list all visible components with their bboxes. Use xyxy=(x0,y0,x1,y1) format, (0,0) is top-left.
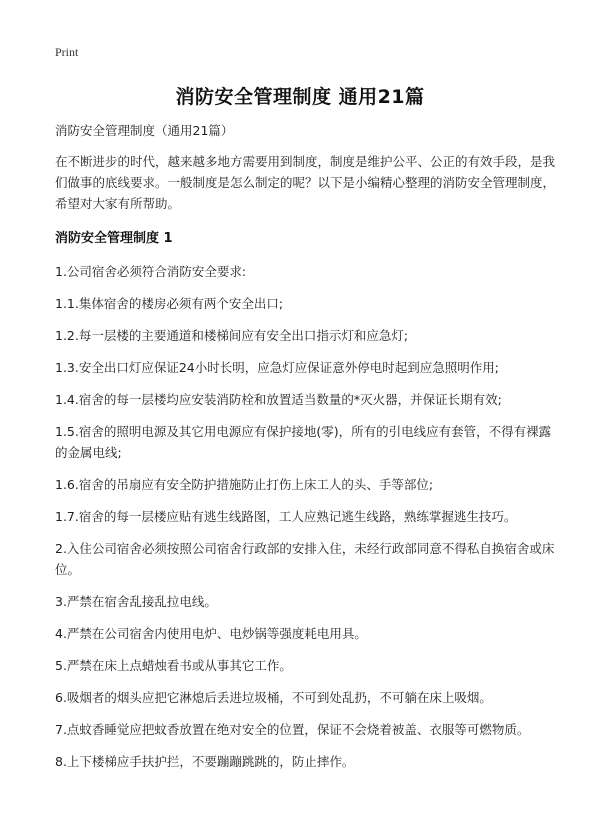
print-link[interactable]: Print xyxy=(55,45,79,59)
rule-item: 1.5.宿舍的照明电源及其它用电源应有保护接地(零)，所有的引电线应有套管，不得有裸露的金属电线; xyxy=(55,424,552,460)
rule-item: 1.1.集体宿舍的楼房必须有两个安全出口; xyxy=(55,296,284,311)
rule-item: 1.公司宿舍必须符合消防安全要求: xyxy=(55,264,247,279)
rule-item: 7.点蚊香睡觉应把蚊香放置在绝对安全的位置，保证不会烧着被盖、衣服等可燃物质。 xyxy=(55,722,530,737)
rule-item: 5.严禁在床上点蜡烛看书或从事其它工作。 xyxy=(55,658,292,673)
rule-item: 1.2.每一层楼的主要通道和楼梯间应有安全出口指示灯和应急灯; xyxy=(55,328,409,343)
rule-item: 1.7.宿舍的每一层楼应贴有逃生线路图，工人应熟记逃生线路，熟练掌握逃生技巧。 xyxy=(55,509,517,524)
rule-item: 1.6.宿舍的吊扇应有安全防护措施防止打伤上床工人的头、手等部位; xyxy=(55,477,434,492)
rule-item: 1.3.安全出口灯应保证24小时长明，应急灯应保证意外停电时起到应急照明作用; xyxy=(55,360,499,375)
rule-item: 1.4.宿舍的每一层楼均应安装消防栓和放置适当数量的*灭火器，并保证长期有效; xyxy=(55,392,502,407)
rule-item: 2.入住公司宿舍必须按照公司宿舍行政部的安排入住，未经行政部同意不得私自换宿舍或床位。 xyxy=(55,541,555,577)
document-title: 消防安全管理制度 通用21篇 xyxy=(175,86,425,108)
document-subtitle: 消防安全管理制度（通用21篇） xyxy=(55,123,234,138)
rule-item: 4.严禁在公司宿舍内使用电炉、电炒锅等强度耗电用具。 xyxy=(55,626,367,641)
section-heading: 消防安全管理制度 1 xyxy=(55,231,173,246)
rule-item: 3.严禁在宿舍乱接乱拉电线。 xyxy=(55,594,217,609)
rule-item: 8.上下楼梯应手扶护拦，不要蹦蹦跳跳的，防止摔作。 xyxy=(55,754,355,769)
document-body xyxy=(55,120,555,783)
rule-item: 6.吸烟者的烟头应把它淋熄后丢进垃圾桶，不可到处乱扔，不可躺在床上吸烟。 xyxy=(55,690,492,705)
intro-paragraph: 在不断进步的时代，越来越多地方需要用到制度，制度是维护公平、公正的有效手段，是我们做事的底线要求。一般制度是怎么制定的呢？以下是小编精心整理的消防安全管理制度，希望对大家有所帮助。 xyxy=(55,154,556,211)
